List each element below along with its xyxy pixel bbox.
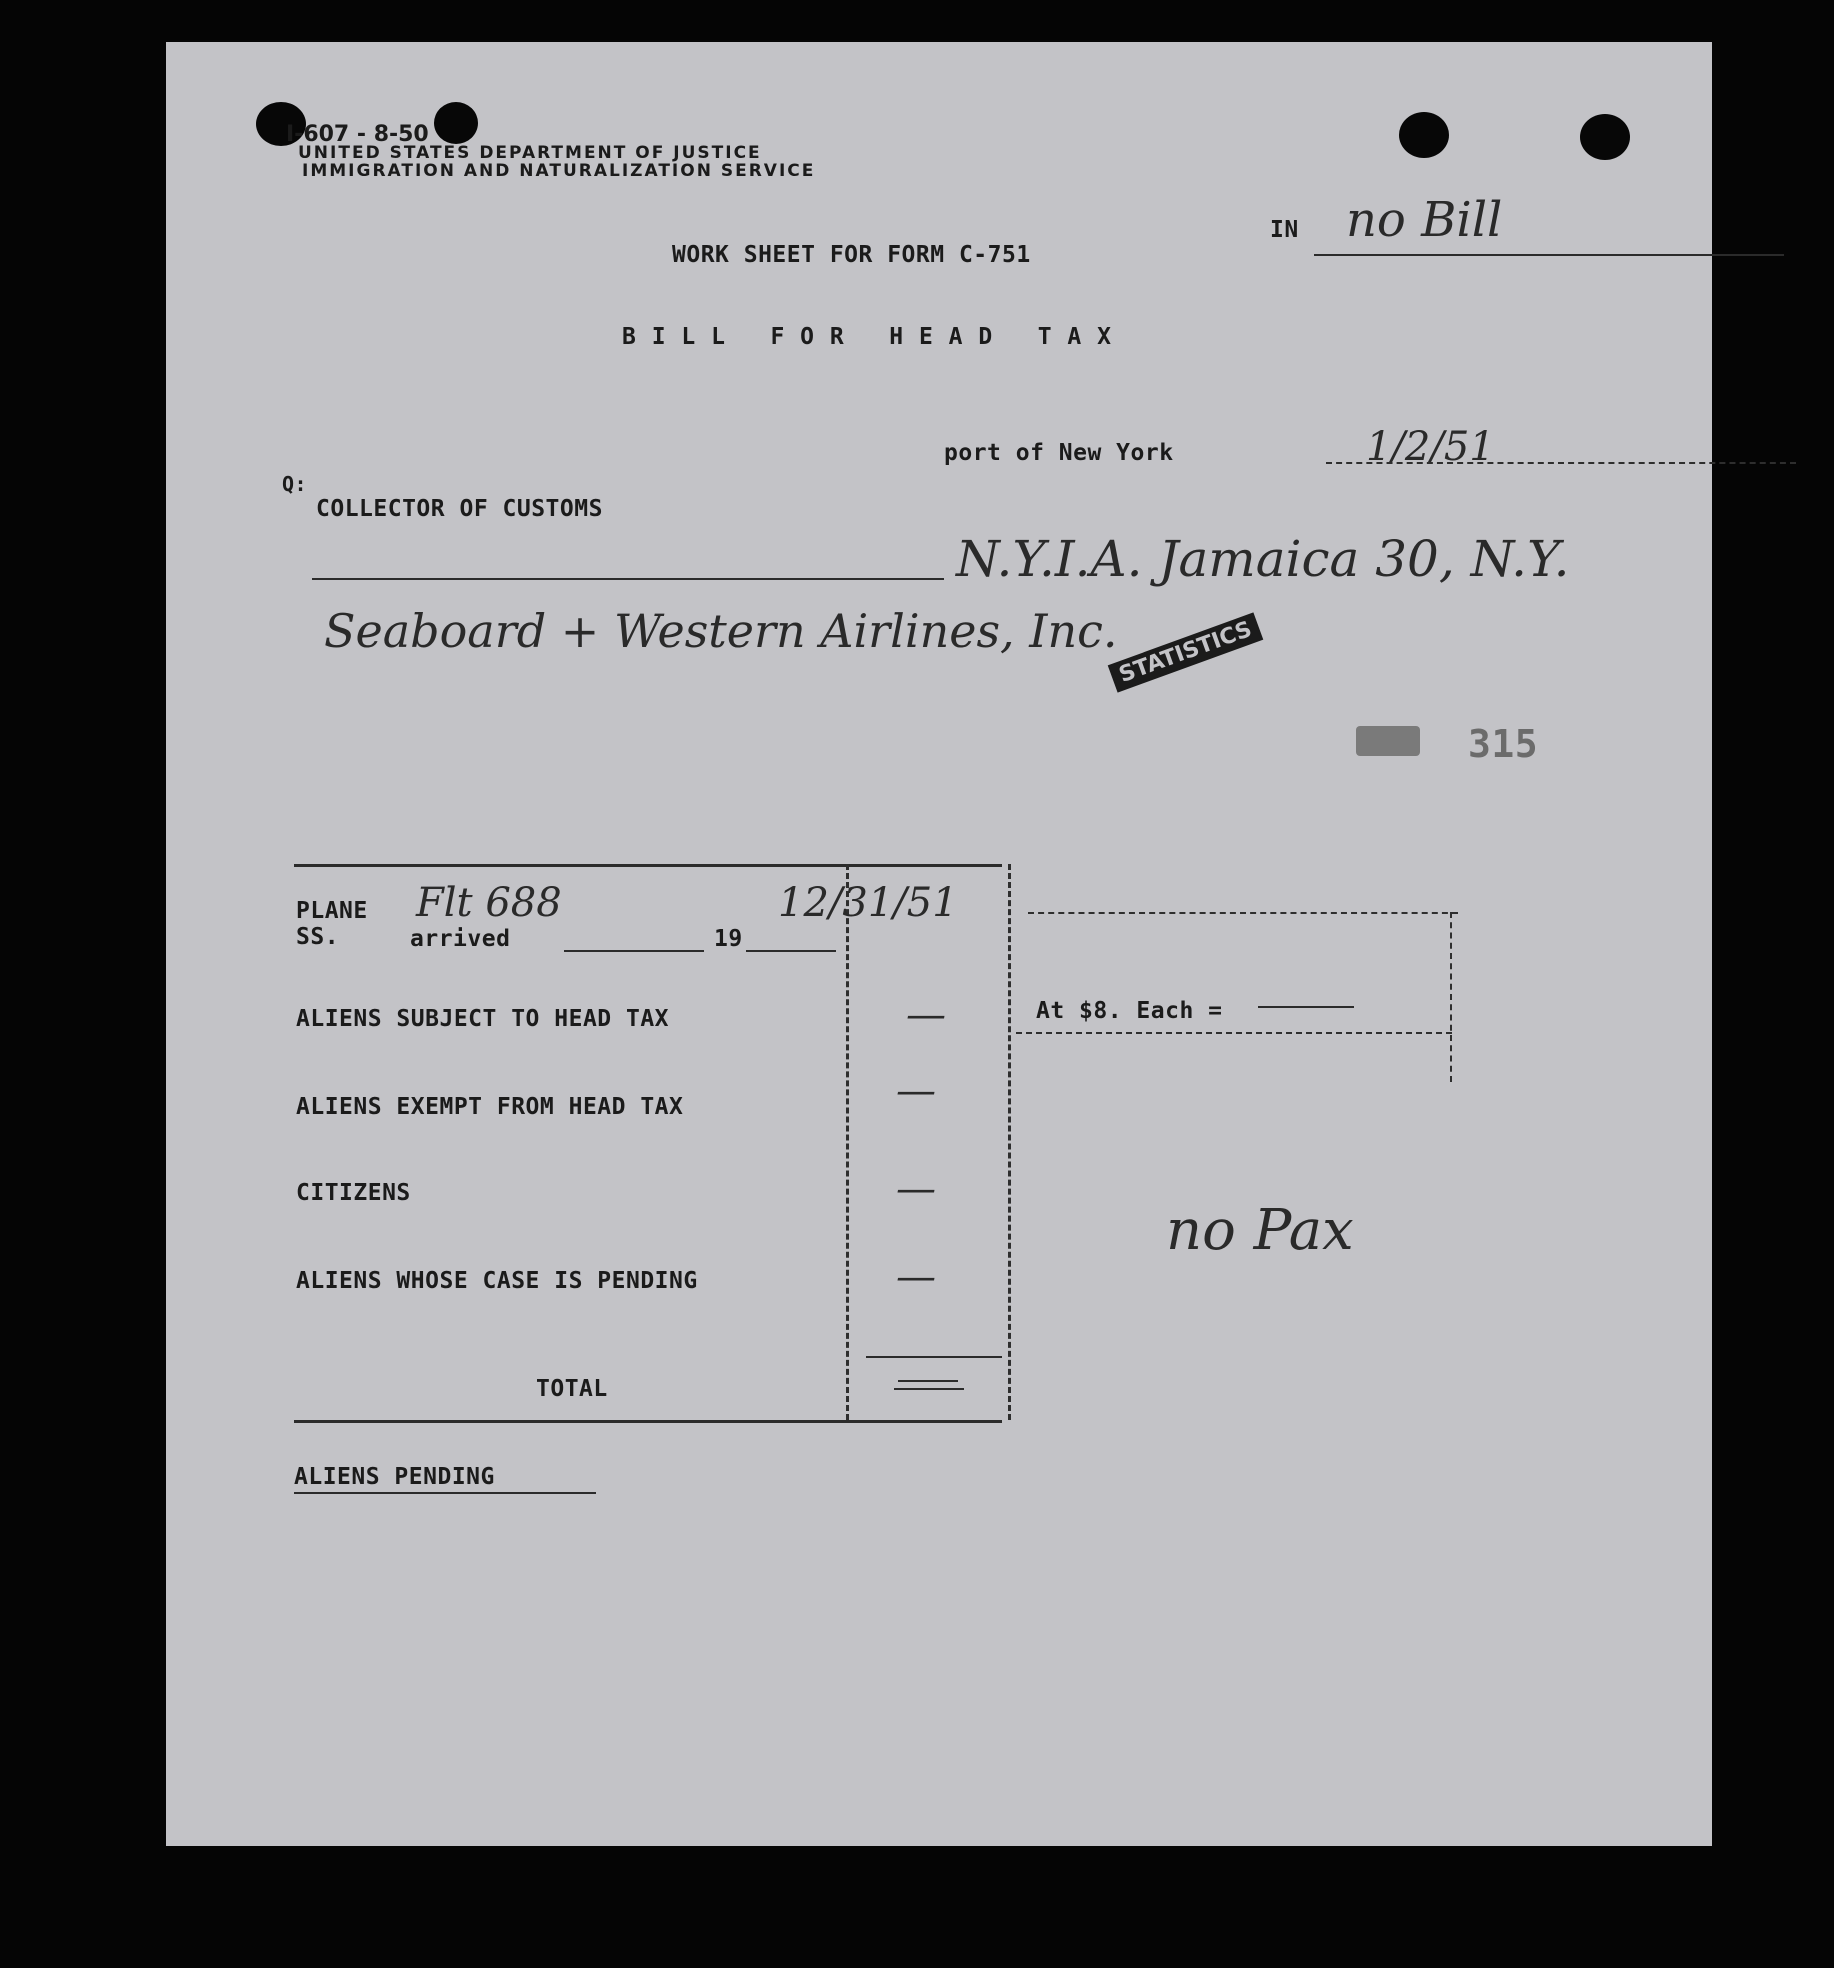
total-label: TOTAL — [536, 1376, 608, 1402]
rate-box-right — [1450, 912, 1452, 1082]
in-underline — [1314, 254, 1784, 256]
department-name: UNITED STATES DEPARTMENT OF JUSTICE — [298, 143, 762, 163]
rate-box-bottom — [1016, 1032, 1452, 1034]
row-value-citizens: — — [896, 1166, 936, 1212]
statistics-stamp: STATISTICS — [1108, 612, 1264, 692]
bill-title: B I L L F O R H E A D T A X — [622, 324, 1112, 350]
worksheet-title: WORK SHEET FOR FORM C-751 — [672, 242, 1031, 268]
year-prefix: 19 — [714, 926, 743, 952]
aliens-pending-underline — [294, 1492, 596, 1494]
to-label: Q: — [282, 472, 308, 496]
in-label: IN — [1270, 217, 1299, 243]
row-label-aliens-subject: ALIENS SUBJECT TO HEAD TAX — [296, 1006, 670, 1032]
date-handwritten: 1/2/51 — [1366, 424, 1495, 470]
rate-box-top — [1028, 912, 1458, 914]
table-bottom-border — [294, 1420, 1002, 1423]
row-label-aliens-exempt: ALIENS EXEMPT FROM HEAD TAX — [296, 1094, 684, 1120]
arrived-label: arrived — [410, 926, 511, 952]
location-handwritten: N.Y.I.A. Jamaica 30, N.Y. — [956, 530, 1570, 588]
punch-hole-top-left-2 — [434, 102, 478, 144]
row-label-aliens-pending-case: ALIENS WHOSE CASE IS PENDING — [296, 1268, 698, 1294]
smudged-prefix-mark — [1356, 726, 1420, 756]
arrival-date-handwritten: 12/31/51 — [778, 880, 958, 926]
carrier-handwritten: Seaboard + Western Airlines, Inc. — [324, 604, 1118, 658]
no-pax-note: no Pax — [1166, 1198, 1354, 1263]
plane-label: PLANE — [296, 898, 368, 924]
table-inner-divider — [846, 864, 849, 1420]
rate-label: At $8. Each = — [1036, 998, 1223, 1024]
row-value-aliens-subject: — — [906, 992, 946, 1038]
row-label-citizens: CITIZENS — [296, 1180, 411, 1206]
date-underline — [1326, 462, 1796, 464]
collector-label: COLLECTOR OF CUSTOMS — [316, 496, 603, 522]
flight-handwritten: Flt 688 — [416, 880, 562, 926]
document-page — [166, 42, 1712, 1846]
row-value-aliens-pending-case: — — [896, 1254, 936, 1300]
aliens-pending-label: ALIENS PENDING — [294, 1464, 495, 1490]
document-number: 315 — [1468, 722, 1539, 766]
ss-label: SS. — [296, 924, 340, 950]
row-value-aliens-exempt: — — [896, 1068, 936, 1114]
rate-value-line — [1258, 1006, 1354, 1008]
total-value-mark-2 — [894, 1388, 964, 1390]
form-code: I-607 - 8-50 — [286, 122, 429, 147]
service-name: IMMIGRATION AND NATURALIZATION SERVICE — [302, 161, 816, 181]
port-label: port of New York — [944, 440, 1174, 466]
table-top-border — [294, 864, 1002, 867]
in-value-handwritten: no Bill — [1346, 192, 1503, 248]
collector-underline — [312, 578, 944, 580]
table-right-border — [1008, 864, 1011, 1420]
punch-hole-top-right-2 — [1580, 114, 1630, 160]
year-underline — [746, 950, 836, 952]
punch-hole-top-right-1 — [1399, 112, 1449, 158]
total-separator-line — [866, 1356, 1002, 1358]
arrived-underline — [564, 950, 704, 952]
total-value-mark-1 — [898, 1380, 958, 1382]
